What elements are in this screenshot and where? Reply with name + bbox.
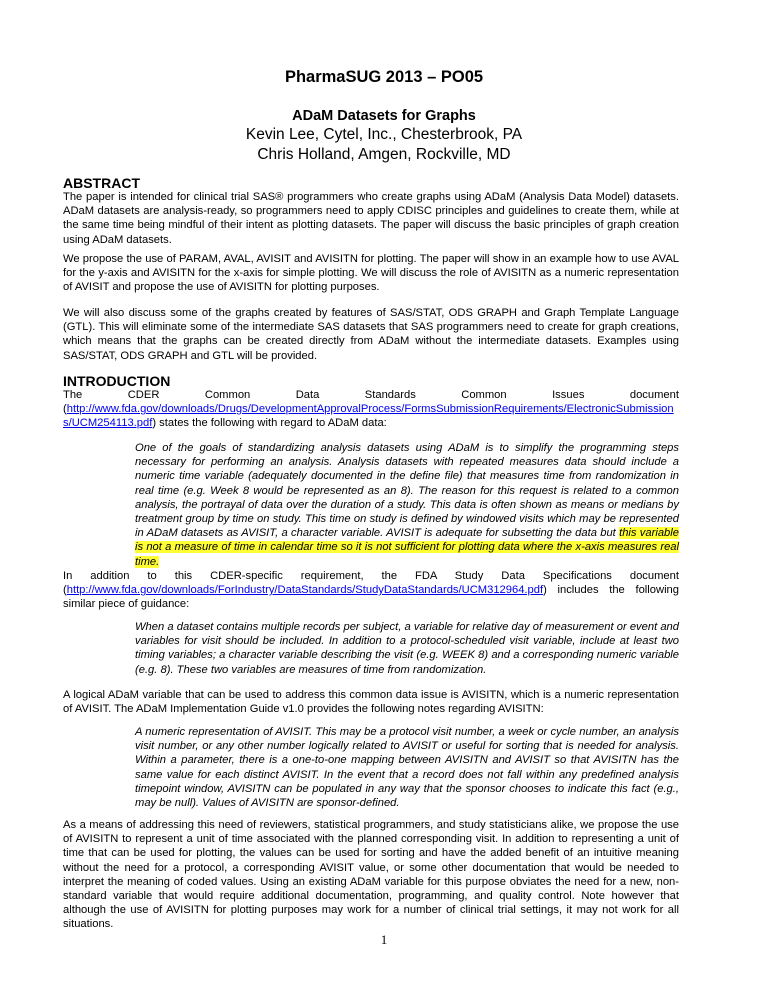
intro-paragraph-2-tail: ) includes the following similar piece of guidance: (63, 584, 679, 611)
conference-title: PharmaSUG 2013 – PO05 (284, 68, 484, 86)
author-line-2: Chris Holland, Amgen, Rockville, MD (257, 146, 511, 163)
fda-quote: When a dataset contains multiple records per subject, a variable for relative day of measurement or event and variables for visit should be included. In addition to a protocol-scheduled visit variable, include at least two timing variables; a character variable describing the visit (e.g. WEEK 8) and a corresponding numeric variable (e.g. 8). These two variables are measures of time from randomization. (135, 621, 679, 676)
abstract-paragraph-2: We propose the use of PARAM, AVAL, AVISIT and AVISITN for plotting. The paper will show in an example how to use AVAL for the y-axis and AVISITN for the x-axis for simple plotting. We will discuss the role of AVISITN as a numeric representation of AVISIT and propose the use of AVISITN for plotting purposes. (63, 253, 679, 294)
adam-ig-quote: A numeric representation of AVISIT. This may be a protocol visit number, a week or cycle number, an analysis visit number, or any other number logically related to AVISIT or useful for sorting that is needed for analysis. Within a parameter, there is a one-to-one mapping between AVISITN and AVISIT so that AVISITN has the same value for each distinct AVISIT. In the event that a record does not fall within any predefined analysis timepoint window, AVISITN can be populated in any way that the sponsor chooses to indicate this fact (e.g., may be null). Values of AVISITN are sponsor-defined. (135, 726, 679, 810)
intro-paragraph-2: In addition to this CDER-specific requirement, the FDA Study Data Specifications document (http://www.fda.gov/downloads/ForIndustry/DataStandards/StudyDataStandards/UCM312964.pdf) includes the following similar piece of guidance: (63, 570, 679, 611)
intro-paragraph-4: As a means of addressing this need of reviewers, statistical programmers, and study statisticians alike, we propose the use of AVISITN to represent a unit of time associated with the planned corresponding visit. In addition to representing a unit of time that can be used for plotting, the values can be used for sorting and have the added benefit of an intuitive meaning without the need for a protocol, a corresponding AVISIT value, or some other documentation that would be needed to interpret the meaning of coded values. Using an existing ADaM variable for this purpose obviates the need for a new, non-standard variable that would require additional documentation, programming, and quality control. Note however that although the use of AVISITN for plotting purposes may work for a number of clinical trial settings, it may not work for all situations. (63, 819, 679, 931)
abstract-heading: ABSTRACT (63, 175, 140, 191)
introduction-heading: INTRODUCTION (63, 373, 171, 389)
abstract-paragraph-1: The paper is intended for clinical trial SAS® programmers who create graphs using ADaM (Analysis Data Model) datasets. ADaM datasets are analysis-ready, so programmers need to apply CDISC principles and guidelines to create them, while at the same time being mindful of their intent as plotting datasets. The paper will discuss the basic principles of graph creation using ADaM datasets. (63, 191, 679, 246)
cder-quote-text: One of the goals of standardizing analysis datasets using ADaM is to simplify the programming steps necessary for performing an analysis. Analysis datasets with repeated measures data should include a numeric time variable (adequately documented in the define file) that measures time from randomization in real time (e.g. Week 8 would be represented as an 8). The reason for this request is related to a common analysis, the portrayal of data over the duration of a study. This data is often shown as means or medians by treatment group by time on study. This time on study is defined by windowed visits which may be represented in ADaM datasets as AVISIT, a character variable. AVISIT is adequate for subsetting the data but (135, 442, 679, 540)
paper-title: ADaM Datasets for Graphs (292, 108, 476, 124)
cder-quote (135, 441, 679, 569)
abstract-paragraph-3: We will also discuss some of the graphs created by features of SAS/STAT, ODS GRAPH and Graph Template Language (GTL). This will eliminate some of the intermediate SAS datasets that SAS programmers need to create for graph creations, which means that the graphs can be created directly from ADaM without the intermediate datasets. Examples using SAS/STAT, ODS GRAPH and GTL will be provided. (63, 307, 679, 362)
intro-paragraph-3: A logical ADaM variable that can be used to address this common data issue is AVISITN, which is a numeric representation of AVISIT. The ADaM Implementation Guide v1.0 provides the following notes regarding AVISITN: (63, 689, 679, 716)
intro-paragraph-1-tail: ) states the following with regard to ADaM data: (152, 417, 387, 430)
intro-paragraph-2-lead: In addition to this CDER-specific requirement, the FDA Study Data Specifications document (63, 570, 679, 582)
cder-document-link[interactable]: http://www.fda.gov/downloads/Drugs/DevelopmentApprovalProcess/FormsSubmissionRequirements/ElectronicSubmissions/UCM254113.pdf (63, 403, 674, 430)
intro-paragraph-1: The CDER Common Data Standards Common Issues document (http://www.fda.gov/downloads/Drugs/DevelopmentApprovalProcess/FormsSubmissionRequirements/ElectronicSubmissions/UCM254113.pdf) states the following with regard to ADaM data: (63, 389, 679, 430)
intro-paragraph-1-lead: The CDER Common Data Standards Common Issues document (63, 389, 679, 401)
page-number: 1 (380, 932, 388, 947)
cder-quote-highlight: this variable is not a measure of time in calendar time so it is not sufficient for plotting data where the x-axis measures real time. (135, 527, 679, 568)
fda-document-link[interactable]: http://www.fda.gov/downloads/ForIndustry/DataStandards/StudyDataStandards/UCM312964.pdf (66, 584, 544, 597)
author-line-1: Kevin Lee, Cytel, Inc., Chesterbrook, PA (245, 126, 523, 143)
